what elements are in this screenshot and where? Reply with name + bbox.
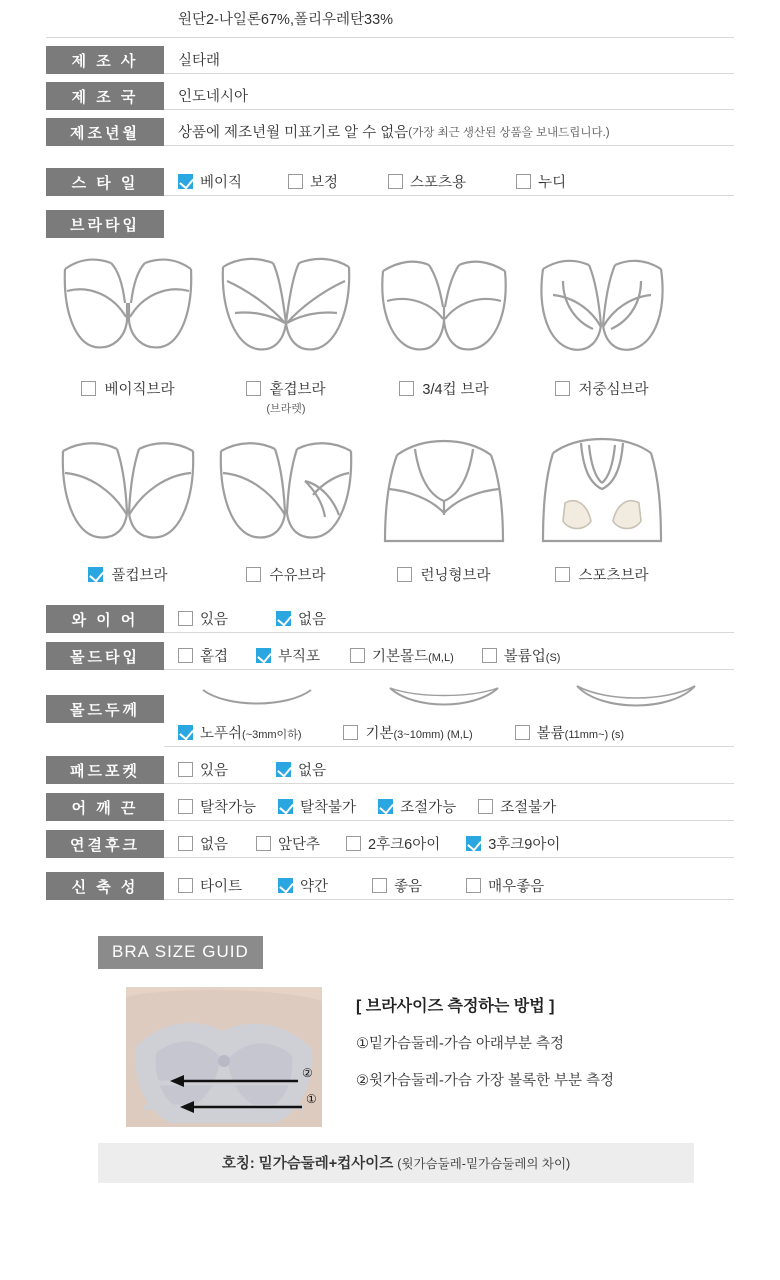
- option-label: 3/4컵 브라: [422, 382, 489, 398]
- option-label: 베이직: [200, 175, 243, 191]
- checkbox-option-tight[interactable]: [178, 875, 242, 896]
- mold-thickness-row: [46, 679, 734, 747]
- wire-options: [164, 605, 734, 633]
- volume-curve-icon: [571, 682, 701, 716]
- row-label: 연결후크: [46, 830, 164, 858]
- checkbox-option-volume[interactable]: [515, 722, 624, 743]
- fabric2-text: 원단2-나일론67%,폴리우레탄33%: [178, 12, 394, 28]
- option-label: 있음: [200, 763, 229, 779]
- mold-thickness-art: [164, 679, 734, 719]
- row-value-note: (가장 최근 생산된 상품을 보내드립니다.): [408, 126, 610, 139]
- row-label: 제조년월: [46, 118, 164, 146]
- checkbox-icon[interactable]: [288, 174, 303, 189]
- checkbox-icon[interactable]: [350, 648, 365, 663]
- row-value: 인도네시아: [164, 82, 734, 110]
- checkbox-icon[interactable]: [178, 174, 193, 189]
- single-layer-bra-icon: [210, 244, 362, 369]
- checkbox-option-slight[interactable]: [278, 875, 328, 896]
- checkbox-icon[interactable]: [178, 799, 193, 814]
- footer-value: : 밑가슴둘레+컵사이즈: [249, 1156, 394, 1172]
- option-label: 저중심브라: [578, 382, 649, 398]
- checkbox-icon[interactable]: [399, 381, 414, 396]
- hook-options: [164, 830, 734, 858]
- option-label: 기본몰드(M,L): [372, 649, 454, 665]
- mold-thickness-options: [164, 719, 734, 747]
- checkbox-option-3hook9eye[interactable]: [466, 833, 560, 854]
- option-label: 부직포: [278, 649, 321, 665]
- checkbox-icon[interactable]: [278, 878, 293, 893]
- checkbox-icon[interactable]: [372, 878, 387, 893]
- checkbox-option-front-button[interactable]: [256, 833, 320, 854]
- checkbox-option-detachable[interactable]: [178, 796, 256, 817]
- checkbox-icon[interactable]: [466, 836, 481, 851]
- nopush-curve-icon: [197, 682, 317, 716]
- basic-bra-icon: [52, 244, 204, 369]
- bratype-label-nursing[interactable]: [210, 564, 362, 585]
- measure-heading: [ 브라사이즈 측정하는 방법 ]: [356, 998, 555, 1015]
- option-label: 타이트: [200, 879, 243, 895]
- size-guide-title: BRA SIZE GUID: [98, 936, 263, 969]
- checkbox-icon[interactable]: [346, 836, 361, 851]
- option-label: 볼륨업(S): [503, 649, 561, 665]
- bratype-cell-threequarter[interactable]: [368, 244, 520, 416]
- row-value: 실타래: [164, 46, 734, 74]
- checkbox-option-hook-none[interactable]: [178, 833, 228, 854]
- measurement-photo: [126, 987, 322, 1127]
- style-row: [46, 168, 734, 196]
- checkbox-icon[interactable]: [178, 836, 193, 851]
- bratype-cell-basic[interactable]: [52, 244, 204, 416]
- bratype-label-threequarter[interactable]: [368, 378, 520, 399]
- footer-note: (윗가슴둘레-밑가슴둘레의 차이): [397, 1157, 571, 1171]
- bratype-label-running[interactable]: [368, 564, 520, 585]
- row-value-text: 상품에 제조년월 미표기로 알 수 없음: [178, 125, 409, 141]
- measurement-instructions: [356, 987, 614, 1127]
- checkbox-icon[interactable]: [178, 878, 193, 893]
- spec-table: [0, 46, 780, 900]
- bratype-cell-fullcup[interactable]: [52, 430, 204, 585]
- row-label: 몰드타입: [46, 642, 164, 670]
- svg-text:①: ①: [306, 1092, 317, 1106]
- bratype-label-fullcup[interactable]: [52, 564, 204, 585]
- sports-bra-icon: [526, 430, 678, 555]
- option-label: 없음: [298, 763, 327, 779]
- bratype-label-lowcenter[interactable]: [526, 378, 678, 399]
- checkbox-option-shaping[interactable]: [288, 171, 338, 192]
- checkbox-option-basic[interactable]: [178, 171, 242, 192]
- checkbox-option-mold-volumeup[interactable]: [482, 645, 561, 666]
- bratype-label-basic[interactable]: [52, 378, 204, 399]
- checkbox-icon[interactable]: [478, 799, 493, 814]
- option-label: 볼륨(11mm~) (s): [536, 726, 625, 742]
- size-guide-footer: [98, 1143, 694, 1183]
- checkbox-icon[interactable]: [276, 762, 291, 777]
- option-label: 수유브라: [269, 568, 326, 584]
- option-label: 없음: [200, 837, 229, 853]
- checkbox-icon[interactable]: [515, 725, 530, 740]
- option-label: 약간: [300, 879, 329, 895]
- checkbox-option-pad-no[interactable]: [276, 759, 326, 780]
- option-label: 스포츠용: [410, 175, 467, 191]
- checkbox-option-nudie[interactable]: [516, 171, 566, 192]
- bratype-cell-single[interactable]: [210, 244, 362, 416]
- basic-curve-icon: [384, 682, 504, 716]
- strap-options: [164, 793, 734, 821]
- option-label: 보정: [310, 175, 339, 191]
- row-label: 스 타 일: [46, 168, 164, 196]
- checkbox-icon[interactable]: [246, 567, 261, 582]
- checkbox-icon[interactable]: [343, 725, 358, 740]
- checkbox-option-wire-no[interactable]: [276, 608, 326, 629]
- option-label: 누디: [538, 175, 567, 191]
- row-label: 어 깨 끈: [46, 793, 164, 821]
- option-sublabel: (브라렛): [266, 403, 306, 415]
- checkbox-option-2hook6eye[interactable]: [346, 833, 440, 854]
- svg-text:②: ②: [302, 1066, 313, 1080]
- table-row: [46, 118, 734, 146]
- option-label: 탈착불가: [300, 800, 357, 816]
- bratype-cell-sports[interactable]: [526, 430, 678, 585]
- running-bra-icon: [368, 430, 520, 555]
- checkbox-icon[interactable]: [88, 567, 103, 582]
- hook-row: [46, 830, 734, 858]
- option-label: 조절불가: [500, 800, 557, 816]
- table-row: [46, 82, 734, 110]
- bratype-cell-running[interactable]: [368, 430, 520, 585]
- pad-pocket-row: [46, 756, 734, 784]
- option-label: 없음: [298, 612, 327, 628]
- checkbox-icon[interactable]: [555, 567, 570, 582]
- size-guide-body: [0, 987, 780, 1127]
- nursing-bra-icon: [210, 430, 362, 555]
- option-label: 조절가능: [400, 800, 457, 816]
- checkbox-icon[interactable]: [276, 611, 291, 626]
- checkbox-icon[interactable]: [256, 648, 271, 663]
- checkbox-icon[interactable]: [178, 648, 193, 663]
- option-label: 스포츠브라: [578, 568, 649, 584]
- row-label: 제 조 국: [46, 82, 164, 110]
- checkbox-option-sports[interactable]: [388, 171, 466, 192]
- style-options: [164, 168, 734, 196]
- option-label: 풀컵브라: [111, 568, 168, 584]
- option-label: 홑겹: [200, 649, 229, 665]
- checkbox-option-verygood[interactable]: [466, 875, 544, 896]
- bratype-label-single[interactable]: [210, 378, 362, 399]
- wire-row: [46, 605, 734, 633]
- size-guide-section: [0, 936, 780, 969]
- checkbox-icon[interactable]: [555, 381, 570, 396]
- checkbox-icon[interactable]: [482, 648, 497, 663]
- row-label: 패드포켓: [46, 756, 164, 784]
- option-label: 기본(3~10mm) (M,L): [365, 726, 473, 742]
- checkbox-option-wire-yes[interactable]: [178, 608, 228, 629]
- row-value: [164, 118, 734, 146]
- table-row: [46, 46, 734, 74]
- option-label: 노푸쉬(~3mm이하): [200, 726, 302, 742]
- pad-pocket-options: [164, 756, 734, 784]
- full-cup-bra-icon: [52, 430, 204, 555]
- option-label: 2후크6아이: [368, 837, 441, 853]
- option-label: 매우좋음: [488, 879, 545, 895]
- strap-row: [46, 793, 734, 821]
- footer-label: 호칭: [221, 1156, 250, 1172]
- checkbox-icon[interactable]: [81, 381, 96, 396]
- option-label: 베이직브라: [104, 382, 175, 398]
- checkbox-option-mold-nonwoven[interactable]: [256, 645, 320, 666]
- checkbox-option-adjustable[interactable]: [378, 796, 456, 817]
- checkbox-option-nondetachable[interactable]: [278, 796, 356, 817]
- measure-line-2: ②윗가슴둘레-가슴 가장 볼록한 부분 측정: [356, 1073, 615, 1089]
- option-label: 앞단추: [278, 837, 321, 853]
- three-quarter-cup-bra-icon: [368, 244, 520, 369]
- row-label: 제 조 사: [46, 46, 164, 74]
- row-label: 신 축 성: [46, 872, 164, 900]
- bratype-row: [46, 210, 734, 238]
- checkbox-icon[interactable]: [256, 836, 271, 851]
- checkbox-option-thickness-basic[interactable]: [343, 722, 472, 743]
- mold-type-options: [164, 642, 734, 670]
- fabric-row: [46, 8, 734, 29]
- checkbox-icon[interactable]: [388, 174, 403, 189]
- checkbox-option-pad-yes[interactable]: [178, 759, 228, 780]
- bratype-label-sports[interactable]: [526, 564, 678, 585]
- checkbox-icon[interactable]: [397, 567, 412, 582]
- bratype-grid-row-1: [46, 244, 734, 416]
- checkbox-icon[interactable]: [178, 725, 193, 740]
- option-label: 3후크9아이: [488, 837, 561, 853]
- row-label: 브라타입: [46, 210, 164, 238]
- checkbox-icon[interactable]: [178, 762, 193, 777]
- divider: [46, 37, 734, 38]
- measure-line-1: ①밑가슴둘레-가슴 아래부분 측정: [356, 1036, 564, 1052]
- checkbox-icon[interactable]: [246, 381, 261, 396]
- row-label: 몰드두께: [46, 695, 164, 723]
- checkbox-icon[interactable]: [378, 799, 393, 814]
- checkbox-icon[interactable]: [278, 799, 293, 814]
- low-center-bra-icon: [526, 244, 678, 369]
- row-label: 와 이 어: [46, 605, 164, 633]
- checkbox-option-good[interactable]: [372, 875, 422, 896]
- checkbox-icon[interactable]: [466, 878, 481, 893]
- bratype-grid-row-2: [46, 430, 734, 585]
- option-label: 런닝형브라: [420, 568, 491, 584]
- bratype-cell-nursing[interactable]: [210, 430, 362, 585]
- stretch-options: [164, 872, 734, 900]
- stretch-row: [46, 872, 734, 900]
- fabric-section: [0, 0, 780, 38]
- checkbox-option-mold-single[interactable]: [178, 645, 228, 666]
- option-label: 좋음: [394, 879, 423, 895]
- bratype-cell-lowcenter[interactable]: [526, 244, 678, 416]
- option-label: 있음: [200, 612, 229, 628]
- checkbox-icon[interactable]: [516, 174, 531, 189]
- checkbox-icon[interactable]: [178, 611, 193, 626]
- option-label: 홑겹브라: [269, 382, 326, 398]
- checkbox-option-nonadjustable[interactable]: [478, 796, 556, 817]
- checkbox-option-nopush[interactable]: [178, 722, 301, 743]
- checkbox-option-mold-basic[interactable]: [350, 645, 454, 666]
- option-label: 탈착가능: [200, 800, 257, 816]
- mold-type-row: [46, 642, 734, 670]
